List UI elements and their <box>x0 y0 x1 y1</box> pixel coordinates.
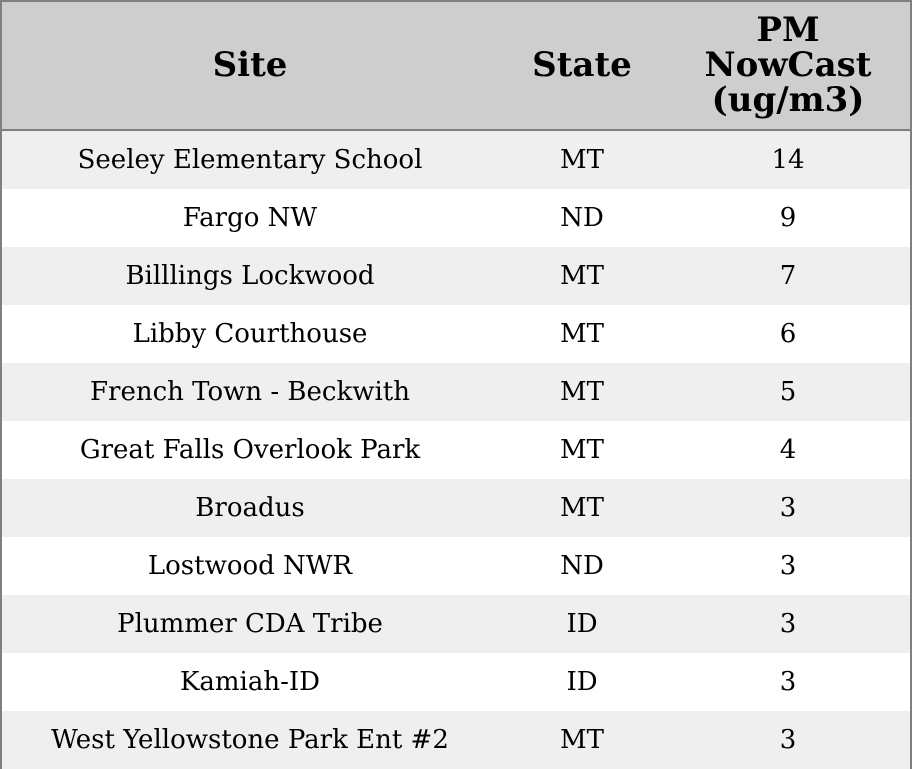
column-header-site: Site <box>212 45 288 85</box>
site-cell: Seeley Elementary School <box>77 145 423 175</box>
pm-value-cell: 6 <box>779 319 797 349</box>
site-cell: Libby Courthouse <box>132 319 368 349</box>
state-cell: MT <box>560 261 604 291</box>
pm-value-cell: 5 <box>779 377 797 407</box>
site-cell: Billlings Lockwood <box>125 261 375 291</box>
site-cell: Broadus <box>195 493 305 523</box>
table-body <box>2 131 910 769</box>
pm-value-cell: 3 <box>779 725 797 755</box>
site-cell: West Yellowstone Park Ent #2 <box>51 725 449 755</box>
site-cell: French Town - Beckwith <box>89 377 411 407</box>
table-row <box>2 479 910 537</box>
state-cell: MT <box>560 319 604 349</box>
state-cell: ID <box>566 609 598 639</box>
state-cell: MT <box>560 493 604 523</box>
state-cell: MT <box>560 145 604 175</box>
state-cell: ND <box>560 203 604 233</box>
pm-value-cell: 14 <box>771 145 805 175</box>
site-cell: Lostwood NWR <box>147 551 353 581</box>
site-cell: Fargo NW <box>182 203 318 233</box>
table-row <box>2 537 910 595</box>
table-row <box>2 247 910 305</box>
table-header <box>2 2 910 131</box>
table-row <box>2 653 910 711</box>
table-row <box>2 305 910 363</box>
site-cell: Great Falls Overlook Park <box>79 435 421 465</box>
site-cell: Plummer CDA Tribe <box>117 609 383 639</box>
pm-value-cell: 9 <box>779 203 797 233</box>
table-row <box>2 595 910 653</box>
table-row <box>2 421 910 479</box>
pm-value-cell: 3 <box>779 493 797 523</box>
site-cell: Kamiah-ID <box>179 667 321 697</box>
state-cell: ID <box>566 667 598 697</box>
state-cell: MT <box>560 377 604 407</box>
pm-value-cell: 3 <box>779 551 797 581</box>
table-row <box>2 189 910 247</box>
pm-value-cell: 3 <box>779 609 797 639</box>
column-header-pm-nowcast: PM NowCast (ug/m3) <box>704 10 872 120</box>
state-cell: MT <box>560 725 604 755</box>
pm-value-cell: 3 <box>779 667 797 697</box>
table-row <box>2 131 910 189</box>
pm-value-cell: 4 <box>779 435 797 465</box>
column-header-state: State <box>532 45 632 85</box>
state-cell: ND <box>560 551 604 581</box>
table-row <box>2 711 910 769</box>
table-row <box>2 363 910 421</box>
pm-value-cell: 7 <box>779 261 797 291</box>
state-cell: MT <box>560 435 604 465</box>
